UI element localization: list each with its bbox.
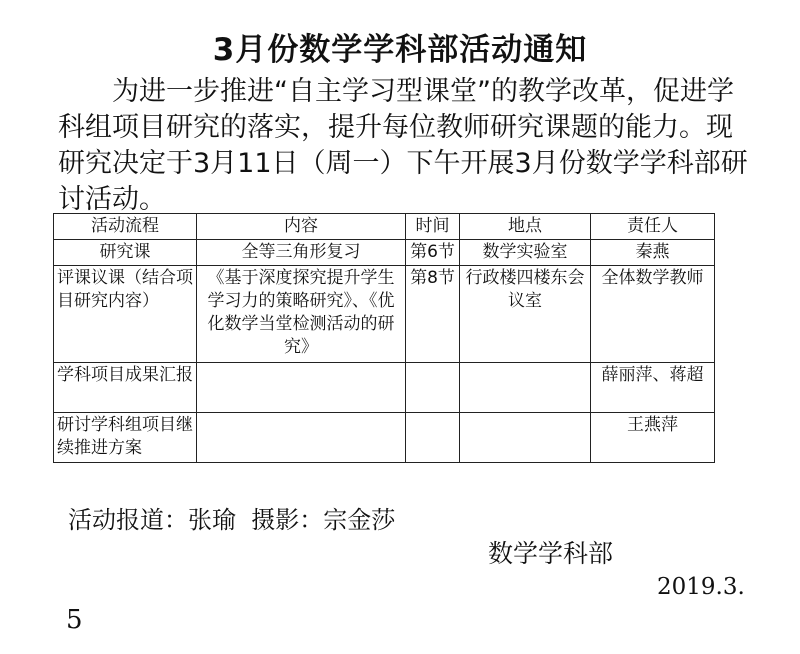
notice-date: 2019.3. [657, 574, 745, 600]
cell-process: 研究课 [54, 240, 197, 266]
header-process: 活动流程 [54, 214, 197, 240]
header-content: 内容 [197, 214, 406, 240]
cell-process: 学科项目成果汇报 [54, 363, 197, 413]
cell-time [406, 413, 460, 463]
header-responsible: 责任人 [591, 214, 715, 240]
notice-title: 3月份数学学科部活动通知 [212, 32, 588, 68]
cell-time: 第6节 [406, 240, 460, 266]
cell-content [197, 413, 406, 463]
cell-location: 行政楼四楼东会议室 [460, 266, 591, 363]
report-credits: 活动报道：张瑜 摄影：宗金莎 [68, 506, 396, 534]
cell-content [197, 363, 406, 413]
activity-table [53, 213, 715, 463]
table-row [54, 363, 715, 413]
cell-location [460, 363, 591, 413]
cell-time: 第8节 [406, 266, 460, 363]
cell-content: 全等三角形复习 [197, 240, 406, 266]
cell-location [460, 413, 591, 463]
table-row [54, 413, 715, 463]
page-number: 5 [66, 605, 83, 635]
header-location: 地点 [460, 214, 591, 240]
cell-process: 研讨学科组项目继续推进方案 [54, 413, 197, 463]
cell-responsible: 全体数学教师 [591, 266, 715, 363]
cell-content: 《基于深度探究提升学生学习力的策略研究》、《优化数学当堂检测活动的研究》 [197, 266, 406, 363]
table-row [54, 240, 715, 266]
cell-time [406, 363, 460, 413]
cell-process: 评课议课（结合项目研究内容） [54, 266, 197, 363]
department-signature: 数学学科部 [488, 539, 614, 568]
table-row [54, 266, 715, 363]
cell-responsible: 秦燕 [591, 240, 715, 266]
intro-paragraph: 为进一步推进“自主学习型课堂”的教学改革，促进学科组项目研究的落实，提升每位教师研究课题的能力。现研究决定于3月11日（周一）下午开展3月份数学学科部研讨活动。 [58, 76, 748, 215]
table-header-row [54, 214, 715, 240]
cell-responsible: 王燕萍 [591, 413, 715, 463]
cell-location: 数学实验室 [460, 240, 591, 266]
header-time: 时间 [406, 214, 460, 240]
cell-responsible: 薛丽萍、蒋超 [591, 363, 715, 413]
